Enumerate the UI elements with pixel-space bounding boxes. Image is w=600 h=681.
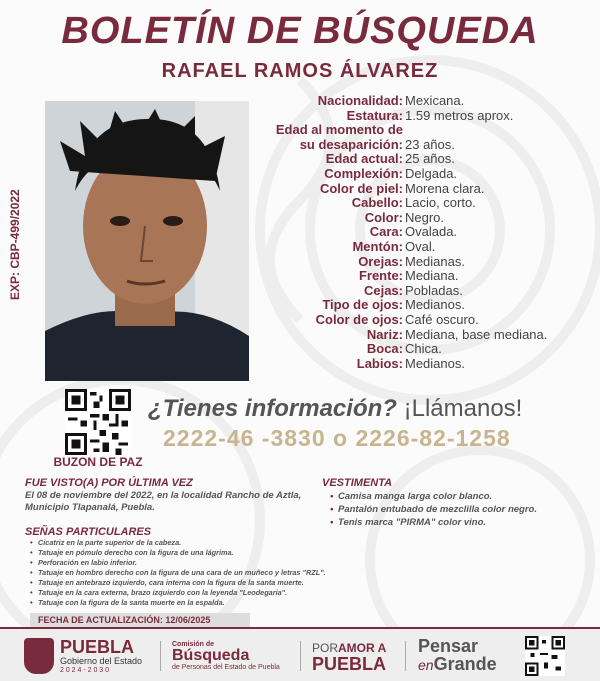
pensar-text: Pensar bbox=[418, 636, 479, 656]
bulletin-title: BOLETÍN DE BÚSQUEDA bbox=[61, 10, 539, 52]
detail-label: Cabello: bbox=[351, 195, 403, 211]
detail-label: Boca: bbox=[366, 341, 403, 357]
por-amor-logo bbox=[312, 629, 386, 681]
amor-text: AMOR A bbox=[338, 641, 387, 655]
clothing-heading: VESTIMENTA bbox=[322, 477, 393, 489]
detail-label: Color: bbox=[364, 209, 403, 225]
list-item: • Tatuaje en pómulo derecho con la figura de una lágrima. bbox=[30, 548, 360, 558]
detail-value: Pobladas. bbox=[405, 282, 463, 298]
list-item: • Camisa manga larga color blanco. bbox=[330, 490, 590, 503]
detail-value: Ovalada. bbox=[405, 224, 458, 240]
detail-value: Delgada. bbox=[405, 165, 458, 181]
detail-value: 1.59 metros aprox. bbox=[405, 107, 514, 123]
detail-value: 25 años. bbox=[405, 151, 455, 167]
clothing-list bbox=[330, 490, 590, 529]
person-name: RAFAEL RAMOS ÁLVAREZ bbox=[161, 60, 439, 82]
divider bbox=[160, 641, 161, 671]
buzon-label: BUZON DE PAZ bbox=[53, 455, 143, 469]
detail-value bbox=[405, 123, 595, 138]
contact-call: ¡Llámanos! bbox=[396, 395, 523, 422]
footer-logos bbox=[0, 627, 600, 681]
detail-row bbox=[255, 255, 595, 270]
phone-numbers[interactable]: 2222-46 -3830 o 2226-82-1258 bbox=[163, 425, 511, 451]
detail-row bbox=[255, 225, 595, 240]
list-item: • Cicatriz en la parte superior de la cabeza. bbox=[30, 538, 360, 548]
list-item: • Tatuaje en antebrazo izquierdo, cara interna con la figura de la santa muerte. bbox=[30, 578, 360, 588]
detail-label: Complexión: bbox=[324, 165, 403, 181]
comision-logo bbox=[172, 629, 280, 681]
detail-value: Medianos. bbox=[405, 297, 465, 313]
divider bbox=[300, 641, 301, 671]
detail-row bbox=[255, 328, 595, 343]
qr-code[interactable] bbox=[65, 389, 131, 455]
list-item: • Tenis marca "PIRMA" color vino. bbox=[330, 516, 590, 529]
pensar-grande-logo bbox=[418, 629, 497, 681]
detail-row bbox=[255, 109, 595, 124]
list-item: • Tatuaje en la cara externa, brazo izquierdo con la leyenda "Leodegaria". bbox=[30, 588, 360, 598]
detail-label: Edad al momento de bbox=[275, 122, 403, 138]
detail-row bbox=[255, 123, 595, 138]
puebla-text: PUEBLA bbox=[312, 654, 387, 674]
detail-row bbox=[255, 211, 595, 226]
detail-value: Chica. bbox=[405, 341, 442, 357]
detail-label: Color de ojos: bbox=[315, 311, 403, 327]
detail-label: su desaparición: bbox=[299, 136, 403, 152]
detail-row bbox=[255, 284, 595, 299]
detail-value: Lacio, corto. bbox=[405, 195, 476, 211]
marks-heading: SEÑAS PARTICULARES bbox=[25, 526, 152, 538]
detail-value: Café oscuro. bbox=[405, 311, 479, 327]
detail-value: 23 años. bbox=[405, 136, 455, 152]
detail-label: Nacionalidad: bbox=[317, 93, 403, 108]
detail-row bbox=[255, 94, 595, 109]
puebla-gov-logo bbox=[24, 629, 142, 681]
detail-row bbox=[255, 138, 595, 153]
detail-row bbox=[255, 313, 595, 328]
detail-value: Medianas. bbox=[405, 253, 465, 269]
detail-label: Labios: bbox=[356, 355, 403, 371]
updated-date: FECHA DE ACTUALIZACIÓN: 12/06/2025 bbox=[30, 613, 250, 627]
detail-label: Cejas: bbox=[363, 282, 403, 298]
contact-question: ¿Tienes información? bbox=[148, 395, 397, 422]
person-details bbox=[255, 94, 595, 371]
list-item: • Pantalón entubado de mezclilla color negro. bbox=[330, 503, 590, 516]
list-item: • Perforación en labio inferior. bbox=[30, 558, 360, 568]
detail-row bbox=[255, 298, 595, 313]
detail-value: Mediana, base mediana. bbox=[405, 326, 548, 342]
person-photo bbox=[45, 101, 249, 381]
detail-label: Mentón: bbox=[352, 238, 403, 254]
en-text: en bbox=[418, 657, 434, 673]
detail-value: Mexicana. bbox=[405, 93, 465, 108]
divider bbox=[405, 641, 406, 671]
footer-qr-code[interactable] bbox=[525, 629, 565, 681]
detail-row bbox=[255, 240, 595, 255]
detail-value: Medianos. bbox=[405, 355, 465, 371]
coat-of-arms-icon bbox=[24, 638, 54, 674]
detail-label: Color de piel: bbox=[319, 180, 403, 196]
years-text: 2 0 2 4 - 2 0 3 0 bbox=[60, 666, 110, 674]
detail-value: Negro. bbox=[405, 209, 445, 225]
gobierno-text: Gobierno del Estado bbox=[60, 655, 143, 666]
por-text: POR bbox=[312, 641, 339, 655]
detail-row bbox=[255, 182, 595, 197]
file-number: EXP: CBP-499/2022 bbox=[8, 189, 22, 300]
puebla-logo-text: PUEBLA bbox=[60, 636, 135, 657]
detail-row bbox=[255, 196, 595, 211]
detail-row bbox=[255, 152, 595, 167]
detail-label: Edad actual: bbox=[325, 151, 403, 167]
detail-row bbox=[255, 167, 595, 182]
detail-label: Frente: bbox=[358, 268, 403, 284]
grande-text: Grande bbox=[433, 654, 497, 674]
detail-row bbox=[255, 269, 595, 284]
contact-prompt bbox=[148, 395, 588, 423]
comision-sub-text: de Personas del Estado de Puebla bbox=[172, 664, 280, 671]
detail-value: Mediana. bbox=[405, 268, 459, 284]
detail-label: Estatura: bbox=[346, 107, 403, 123]
detail-row bbox=[255, 357, 595, 372]
comision-small-text: Comisión de bbox=[172, 641, 215, 648]
detail-value: Morena clara. bbox=[405, 180, 485, 196]
detail-label: Cara: bbox=[369, 224, 403, 240]
list-item: • Tatuaje con la figura de la santa muerte en la espalda. bbox=[30, 598, 360, 608]
last-seen-text: El 08 de noviembre del 2022, en la localidad Rancho de Aztla, Municipio Tlapanalá, Puebla. bbox=[25, 490, 302, 513]
detail-label: Orejas: bbox=[358, 253, 403, 269]
busqueda-text: Búsqueda bbox=[172, 647, 250, 664]
detail-label: Tipo de ojos: bbox=[322, 297, 403, 313]
last-seen-heading: FUE VISTO(A) POR ÚLTIMA VEZ bbox=[25, 477, 193, 489]
marks-list bbox=[30, 538, 360, 608]
list-item: • Tatuaje en hombro derecho con la figura de una cara de un muñeco y letras "RZL". bbox=[30, 568, 360, 578]
detail-label: Nariz: bbox=[366, 326, 403, 342]
detail-row bbox=[255, 342, 595, 357]
detail-value: Oval. bbox=[405, 238, 436, 254]
